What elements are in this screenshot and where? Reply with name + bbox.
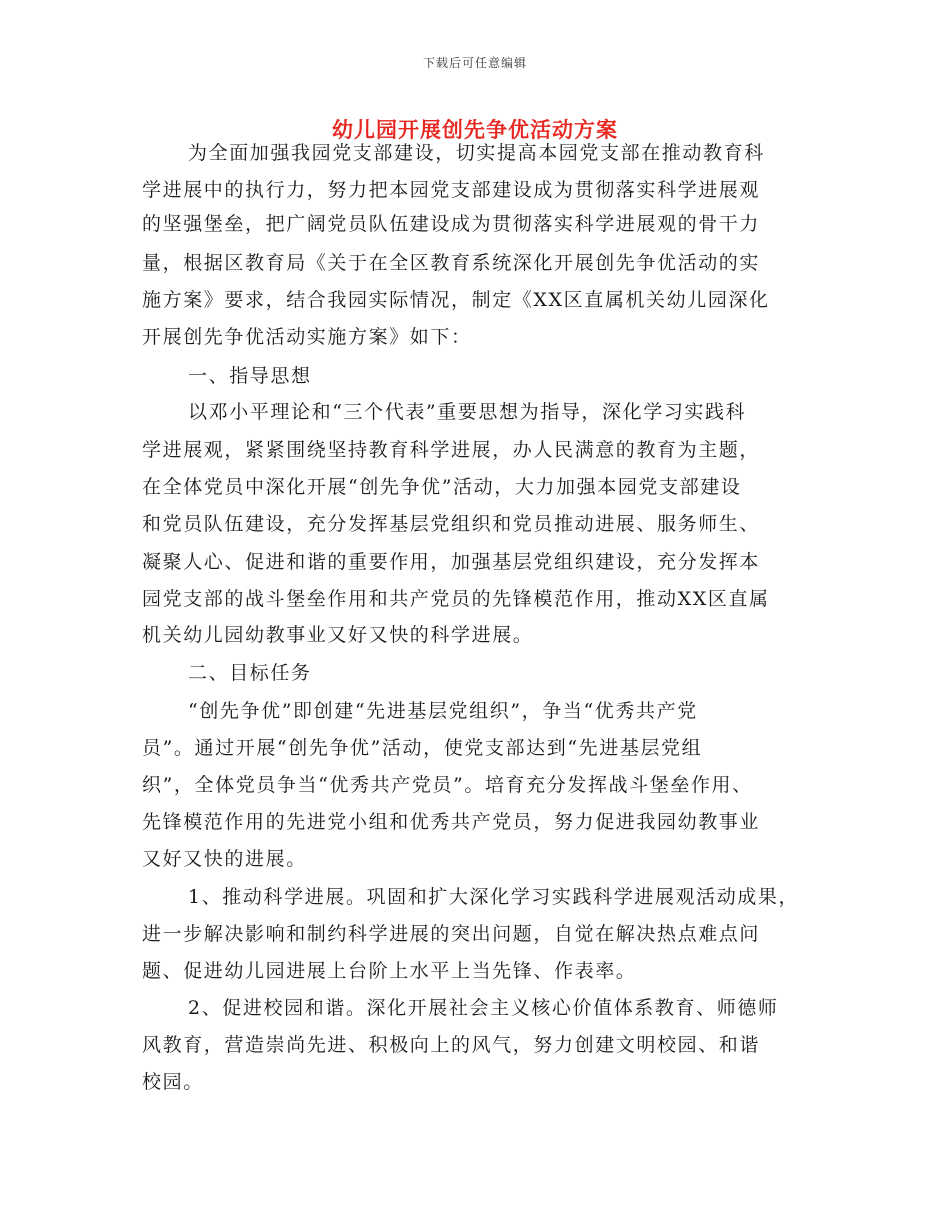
section-heading: 一、指导思想 — [188, 365, 312, 387]
page-header: 下载后可任意编辑 — [422, 56, 527, 70]
paragraph-line: 和党员队伍建设，充分发挥基层党组织和党员推动进展、服务师生、 — [142, 513, 761, 535]
paragraph-line: 园党支部的战斗堡垒作用和共产党员的先锋模范作用，推动XX区直属 — [142, 588, 770, 610]
paragraph-line: 在全体党员中深化开展“创先争优”活动，大力加强本园党支部建设 — [142, 476, 742, 498]
paragraph-line: 织”，全体党员争当“优秀共产党员”。培育充分发挥战斗堡垒作用、 — [142, 774, 753, 796]
paragraph-line: 学进展观，紧紧围绕坚持教育科学进展，办人民满意的教育为主题， — [142, 439, 761, 461]
document-title: 幼儿园开展创先争优活动方案 — [332, 117, 618, 142]
paragraph-line: 又好又快的进展。 — [142, 848, 307, 870]
paragraph-line: 题、促进幼儿园进展上台阶上水平上当先锋、作表率。 — [142, 960, 637, 982]
paragraph-line: 2、促进校园和谐。深化开展社会主义核心价值体系教育、师德师 — [188, 997, 779, 1019]
paragraph-line: 施方案》要求，结合我园实际情况，制定《XX区直属机关幼儿园深化 — [142, 289, 770, 311]
paragraph-line: 凝聚人心、促进和谐的重要作用，加强基层党组织建设，充分发挥本 — [142, 551, 761, 573]
paragraph-line: 员”。通过开展“创先争优”活动，使党支部达到“先进基层党组 — [142, 737, 703, 759]
paragraph-line: 的坚强堡垒，把广阔党员队伍建设成为贯彻落实科学进展观的骨干力 — [142, 213, 761, 235]
paragraph-line: 开展创先争优活动实施方案》如下： — [142, 326, 472, 348]
paragraph-line: 为全面加强我园党支部建设，切实提高本园党支部在推动教育科 — [188, 142, 765, 164]
paragraph-line: “创先争优”即创建“先进基层党组织”，争当“优秀共产党 — [188, 700, 698, 722]
paragraph-line: 进一步解决影响和制约科学进展的突出问题，自觉在解决热点难点问 — [142, 923, 761, 945]
paragraph-line: 量，根据区教育局《关于在全区教育系统深化开展创先争优活动的实 — [142, 252, 761, 274]
paragraph-line: 以邓小平理论和“三个代表”重要思想为指导，深化学习实践科 — [188, 401, 747, 423]
paragraph-line: 机关幼儿园幼教事业又好又快的科学进展。 — [142, 624, 534, 646]
paragraph-line: 风教育，营造崇尚先进、积极向上的风气，努力创建文明校园、和谐 — [142, 1034, 761, 1056]
paragraph-line: 先锋模范作用的先进党小组和优秀共产党员，努力促进我园幼教事业 — [142, 811, 761, 833]
paragraph-line: 学进展中的执行力，努力把本园党支部建设成为贯彻落实科学进展观 — [142, 179, 761, 201]
paragraph-line: 校园。 — [142, 1071, 204, 1093]
paragraph-line: 1、推动科学进展。巩固和扩大深化学习实践科学进展观活动成果， — [188, 886, 800, 908]
section-heading: 二、目标任务 — [188, 662, 312, 684]
